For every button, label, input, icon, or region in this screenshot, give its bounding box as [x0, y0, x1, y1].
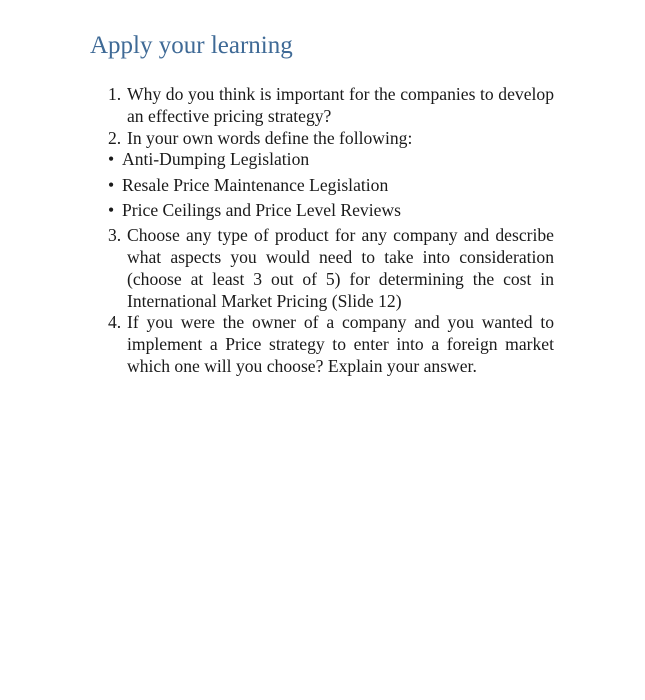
question-text: Why do you think is important for the companies to develop an effective pricing strategy? [127, 84, 554, 126]
bullet-text: Price Ceilings and Price Level Reviews [122, 199, 401, 220]
question-2 [108, 128, 554, 150]
question-number: 4. [108, 312, 122, 333]
bullet-item-anti-dumping [108, 149, 554, 171]
question-text: If you were the owner of a company and you wanted to implement a Price strategy to enter into a foreign market which one will you choose? Explain your answer. [127, 312, 554, 377]
bullet-text: Anti-Dumping Legislation [122, 149, 310, 170]
page-title: Apply your learning [90, 32, 293, 59]
bullet-icon: • [108, 199, 115, 220]
bullet-item-price-ceilings [108, 200, 554, 222]
question-number: 1. [108, 84, 122, 104]
bullet-icon: • [108, 149, 115, 170]
bullet-item-resale-price [108, 175, 554, 197]
question-text: Choose any type of product for any company and describe what aspects you would need to take into consideration (choose at least 3 out of 5) for determining the cost in International Market Pricing (Slide 12) [127, 225, 554, 311]
bullet-text: Resale Price Maintenance Legislation [122, 174, 389, 195]
question-number: 3. [108, 225, 122, 246]
question-list [108, 84, 554, 378]
question-1 [108, 84, 554, 128]
question-4 [108, 312, 554, 377]
bullet-icon: • [108, 174, 115, 195]
question-text: In your own words define the following: [127, 127, 413, 148]
question-3 [108, 225, 554, 312]
question-number: 2. [108, 127, 122, 148]
